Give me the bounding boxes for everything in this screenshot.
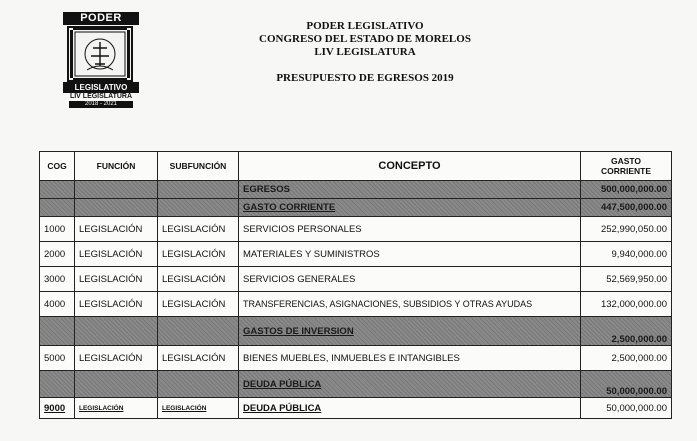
cell-gasto: 2,500,000.00 bbox=[581, 346, 672, 371]
cell-gasto: 9,940,000.00 bbox=[581, 242, 672, 267]
cell-cog bbox=[40, 371, 75, 398]
cell-funcion bbox=[75, 199, 158, 217]
cell-cog: 3000 bbox=[40, 267, 75, 292]
table-row bbox=[40, 181, 672, 199]
cell-gasto: 52,569,950.00 bbox=[581, 267, 672, 292]
cell-cog: 1000 bbox=[40, 217, 75, 242]
document-title: PRESUPUESTO DE EGRESOS 2019 bbox=[276, 72, 454, 84]
cell-funcion bbox=[75, 317, 158, 346]
cell-concepto: DEUDA PÚBLICA bbox=[239, 398, 581, 419]
logo-top-text: PODER bbox=[63, 12, 139, 25]
cell-concepto: GASTOS DE INVERSION bbox=[239, 317, 581, 346]
cell-gasto: 50,000,000.00 bbox=[581, 371, 672, 398]
table-row bbox=[40, 346, 672, 371]
logo-sub-text: LEGISLATIVO bbox=[63, 82, 139, 93]
cell-cog bbox=[40, 317, 75, 346]
cell-subfuncion: LEGISLACIÓN bbox=[158, 267, 239, 292]
cell-concepto: GASTO CORRIENTE bbox=[239, 199, 581, 217]
header-cog: COG bbox=[40, 152, 75, 181]
cell-subfuncion bbox=[158, 181, 239, 199]
cell-funcion: LEGISLACIÓN bbox=[75, 292, 158, 317]
cell-cog bbox=[40, 181, 75, 199]
header-subfuncion: SUBFUNCIÓN bbox=[158, 152, 239, 181]
table-row bbox=[40, 217, 672, 242]
cell-funcion: LEGISLACIÓN bbox=[75, 346, 158, 371]
cell-subfuncion bbox=[158, 371, 239, 398]
cell-cog: 9000 bbox=[40, 398, 75, 419]
cell-subfuncion bbox=[158, 199, 239, 217]
table-row bbox=[40, 398, 672, 419]
cell-gasto: 500,000,000.00 bbox=[581, 181, 672, 199]
header-concepto: CONCEPTO bbox=[239, 152, 581, 181]
logo-years: 2018 - 2021 bbox=[69, 101, 133, 108]
table-row bbox=[40, 292, 672, 317]
cell-cog: 2000 bbox=[40, 242, 75, 267]
table-row bbox=[40, 242, 672, 267]
cell-concepto: SERVICIOS GENERALES bbox=[239, 267, 581, 292]
cell-subfuncion: LEGISLACIÓN bbox=[158, 346, 239, 371]
cell-gasto: 447,500,000.00 bbox=[581, 199, 672, 217]
cell-gasto: 2,500,000.00 bbox=[581, 317, 672, 346]
table-row bbox=[40, 267, 672, 292]
table-header-row bbox=[40, 152, 672, 181]
cell-subfuncion: LEGISLACIÓN bbox=[158, 292, 239, 317]
cell-funcion: LEGISLACIÓN bbox=[75, 398, 158, 419]
table-row bbox=[40, 199, 672, 217]
header-line-2: CONGRESO DEL ESTADO DE MORELOS bbox=[259, 33, 471, 45]
cell-subfuncion: LEGISLACIÓN bbox=[158, 217, 239, 242]
header-funcion: FUNCIÓN bbox=[75, 152, 158, 181]
cell-cog: 5000 bbox=[40, 346, 75, 371]
cell-subfuncion: LEGISLACIÓN bbox=[158, 398, 239, 419]
cell-cog: 4000 bbox=[40, 292, 75, 317]
table-row bbox=[40, 371, 672, 398]
seal-icon bbox=[67, 26, 133, 82]
cell-concepto: DEUDA PÚBLICA bbox=[239, 371, 581, 398]
cell-funcion: LEGISLACIÓN bbox=[75, 242, 158, 267]
cell-cog bbox=[40, 199, 75, 217]
header-line-3: LIV LEGISLATURA bbox=[314, 46, 416, 58]
cell-concepto: SERVICIOS PERSONALES bbox=[239, 217, 581, 242]
header-line-1: PODER LEGISLATIVO bbox=[306, 20, 424, 32]
cell-concepto: TRANSFERENCIAS, ASIGNACIONES, SUBSIDIOS Y OTRAS AYUDAS bbox=[239, 292, 581, 317]
header-gasto-corriente: GASTO CORRIENTE bbox=[581, 152, 672, 181]
cell-funcion: LEGISLACIÓN bbox=[75, 217, 158, 242]
cell-gasto: 132,000,000.00 bbox=[581, 292, 672, 317]
cell-concepto: EGRESOS bbox=[239, 181, 581, 199]
cell-funcion bbox=[75, 371, 158, 398]
cell-gasto: 252,990,050.00 bbox=[581, 217, 672, 242]
cell-subfuncion: LEGISLACIÓN bbox=[158, 242, 239, 267]
cell-funcion bbox=[75, 181, 158, 199]
cell-subfuncion bbox=[158, 317, 239, 346]
logo-legislature: LIV LEGISLATURA bbox=[69, 93, 133, 100]
cell-concepto: BIENES MUEBLES, INMUEBLES E INTANGIBLES bbox=[239, 346, 581, 371]
congress-logo bbox=[63, 12, 139, 106]
cell-funcion: LEGISLACIÓN bbox=[75, 267, 158, 292]
table-row bbox=[40, 317, 672, 346]
budget-table bbox=[39, 151, 672, 419]
cell-concepto: MATERIALES Y SUMINISTROS bbox=[239, 242, 581, 267]
cell-gasto: 50,000,000.00 bbox=[581, 398, 672, 419]
